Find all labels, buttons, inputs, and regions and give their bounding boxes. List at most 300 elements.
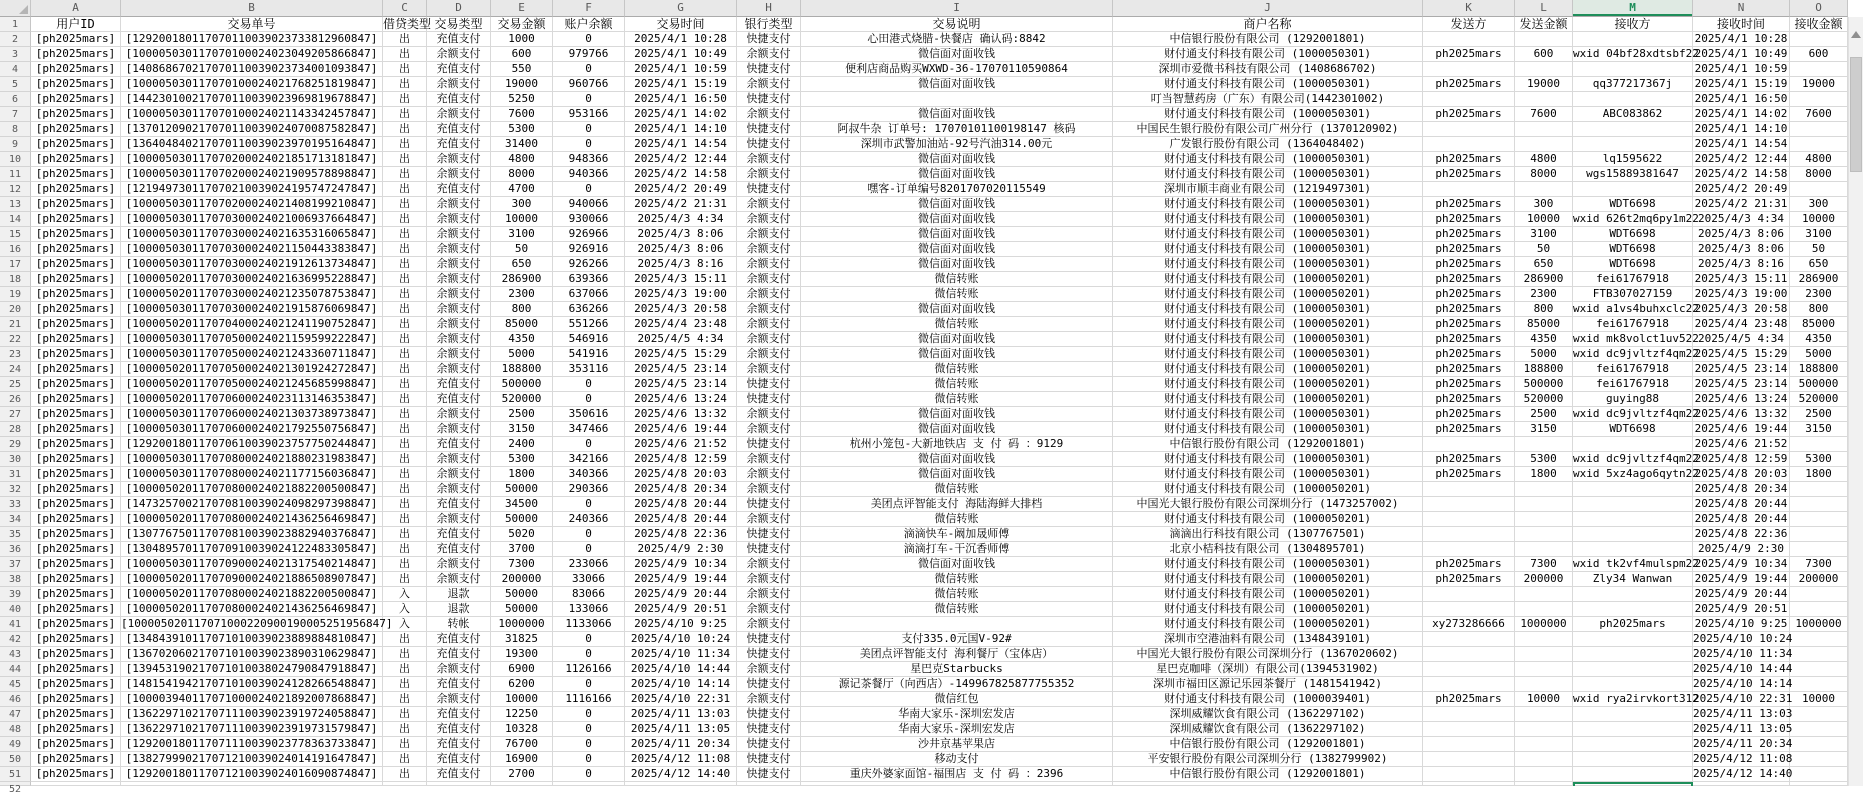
cell-C24[interactable]: 出: [383, 362, 427, 377]
cell-O1[interactable]: 接收金额: [1790, 17, 1848, 32]
row-header-11[interactable]: 11: [0, 167, 31, 182]
cell-N40[interactable]: 2025/4/9 20:51: [1693, 602, 1790, 617]
row-header-25[interactable]: 25: [0, 377, 31, 392]
cell-I9[interactable]: 深圳市武警加油站-92号汽油314.00元: [801, 137, 1113, 152]
cell-H35[interactable]: 快捷支付: [737, 527, 801, 542]
cell-B41[interactable]: [100005020117071000220900190005251956847]: [121, 617, 393, 630]
cell-J14[interactable]: 财付通支付科技有限公司 (1000050301): [1113, 212, 1423, 227]
cell-G24[interactable]: 2025/4/5 23:14: [625, 362, 737, 377]
cell-M44[interactable]: [1573, 662, 1693, 677]
cell-J37[interactable]: 财付通支付科技有限公司 (1000050301): [1113, 557, 1423, 572]
cell-J11[interactable]: 财付通支付科技有限公司 (1000050301): [1113, 167, 1423, 182]
cell-G46[interactable]: 2025/4/10 22:31: [625, 692, 737, 707]
cell-E6[interactable]: 5250: [491, 92, 553, 107]
cell-F51[interactable]: 0: [553, 767, 625, 782]
cell-N7[interactable]: 2025/4/1 14:02: [1693, 107, 1790, 122]
column-header-M[interactable]: M: [1573, 0, 1693, 17]
cell-O20[interactable]: 800: [1790, 302, 1848, 317]
cell-J47[interactable]: 深圳威耀饮食有限公司 (1362297102): [1113, 707, 1423, 722]
cell-N42[interactable]: 2025/4/10 10:24: [1693, 632, 1793, 645]
cell-O51[interactable]: [1790, 767, 1848, 782]
cell-F29[interactable]: 0: [553, 437, 625, 452]
cell-O16[interactable]: 50: [1790, 242, 1848, 257]
cell-O32[interactable]: [1790, 482, 1848, 497]
cell-E23[interactable]: 5000: [491, 347, 553, 362]
cell-A6[interactable]: [ph2025mars]: [31, 92, 121, 107]
cell-E3[interactable]: 600: [491, 47, 553, 62]
cell-M51[interactable]: [1573, 767, 1693, 782]
cell-C27[interactable]: 出: [383, 407, 427, 422]
cell-H31[interactable]: 余额支付: [737, 467, 801, 482]
cell-L21[interactable]: 85000: [1515, 317, 1573, 332]
cell-D41[interactable]: 转帐: [427, 617, 491, 632]
cell-O27[interactable]: 2500: [1790, 407, 1848, 422]
cell-A25[interactable]: [ph2025mars]: [31, 377, 121, 392]
row-header-16[interactable]: 16: [0, 242, 31, 257]
cell-N33[interactable]: 2025/4/8 20:44: [1693, 497, 1790, 512]
row-header-27[interactable]: 27: [0, 407, 31, 422]
cell-C19[interactable]: 出: [383, 287, 427, 302]
cell-E21[interactable]: 85000: [491, 317, 553, 332]
cell-J1[interactable]: 商户名称: [1113, 17, 1423, 32]
cell-J42[interactable]: 深圳市空港油料有限公司 (1348439101): [1113, 632, 1423, 647]
cell-H24[interactable]: 余额支付: [737, 362, 801, 377]
cell-L36[interactable]: [1515, 542, 1573, 557]
cell-F2[interactable]: 0: [553, 32, 625, 47]
cell-J32[interactable]: 财付通支付科技有限公司 (1000050201): [1113, 482, 1423, 497]
cell-K49[interactable]: [1423, 737, 1515, 752]
cell-H32[interactable]: 余额支付: [737, 482, 801, 497]
cell-N31[interactable]: 2025/4/8 20:03: [1693, 467, 1790, 482]
cell-B12[interactable]: [121949730117070210039024195747247847]: [121, 182, 383, 197]
cell-L18[interactable]: 286900: [1515, 272, 1573, 287]
cell-J6[interactable]: 叮当智慧药房（广东）有限公司(1442301002): [1113, 92, 1423, 107]
cell-J46[interactable]: 财付通支付科技有限公司 (1000039401): [1113, 692, 1423, 707]
cell-B45[interactable]: [148154194217071010039024128266548847]: [121, 677, 383, 692]
cell-F38[interactable]: 33066: [553, 572, 625, 587]
cell-E13[interactable]: 300: [491, 197, 553, 212]
cell-G52[interactable]: [625, 782, 737, 786]
cell-C37[interactable]: 出: [383, 557, 427, 572]
cell-G11[interactable]: 2025/4/2 14:58: [625, 167, 737, 182]
cell-J23[interactable]: 财付通支付科技有限公司 (1000050301): [1113, 347, 1423, 362]
cell-I39[interactable]: 微信转账: [801, 587, 1113, 602]
cell-O10[interactable]: 4800: [1790, 152, 1848, 167]
cell-M43[interactable]: [1573, 647, 1693, 662]
cell-O36[interactable]: [1790, 542, 1848, 557]
cell-D14[interactable]: 余额支付: [427, 212, 491, 227]
cell-E14[interactable]: 10000: [491, 212, 553, 227]
cell-J51[interactable]: 中信银行股份有限公司 (1292001801): [1113, 767, 1423, 782]
cell-D19[interactable]: 余额支付: [427, 287, 491, 302]
cell-E32[interactable]: 50000: [491, 482, 553, 497]
cell-F5[interactable]: 960766: [553, 77, 625, 92]
cell-H38[interactable]: 余额支付: [737, 572, 801, 587]
cell-D26[interactable]: 充值支付: [427, 392, 491, 407]
cell-N34[interactable]: 2025/4/8 20:44: [1693, 512, 1790, 527]
cell-F34[interactable]: 240366: [553, 512, 625, 527]
row-header-49[interactable]: 49: [0, 737, 31, 752]
cell-C11[interactable]: 出: [383, 167, 427, 182]
cell-L16[interactable]: 50: [1515, 242, 1573, 257]
cell-G19[interactable]: 2025/4/3 19:00: [625, 287, 737, 302]
cell-F4[interactable]: 0: [553, 62, 625, 77]
cell-F36[interactable]: 0: [553, 542, 625, 557]
cell-J16[interactable]: 财付通支付科技有限公司 (1000050301): [1113, 242, 1423, 257]
cell-A32[interactable]: [ph2025mars]: [31, 482, 121, 497]
cell-I12[interactable]: 嘿客-订单编号8201707020115549: [801, 182, 1113, 197]
cell-I6[interactable]: [801, 92, 1113, 107]
cell-C9[interactable]: 出: [383, 137, 427, 152]
cell-H11[interactable]: 余额支付: [737, 167, 801, 182]
scroll-up-icon[interactable]: [1851, 31, 1861, 38]
cell-D44[interactable]: 余额支付: [427, 662, 491, 677]
cell-J13[interactable]: 财付通支付科技有限公司 (1000050301): [1113, 197, 1423, 212]
row-header-24[interactable]: 24: [0, 362, 31, 377]
cell-A49[interactable]: [ph2025mars]: [31, 737, 121, 752]
cell-D40[interactable]: 退款: [427, 602, 491, 617]
cell-A50[interactable]: [ph2025mars]: [31, 752, 121, 767]
cell-I34[interactable]: 微信转账: [801, 512, 1113, 527]
cell-A22[interactable]: [ph2025mars]: [31, 332, 121, 347]
cell-C5[interactable]: 出: [383, 77, 427, 92]
cell-N27[interactable]: 2025/4/6 13:32: [1693, 407, 1790, 422]
cell-M19[interactable]: FTB307027159: [1573, 287, 1693, 302]
cell-D6[interactable]: 充值支付: [427, 92, 491, 107]
cell-A5[interactable]: [ph2025mars]: [31, 77, 121, 92]
cell-O19[interactable]: 2300: [1790, 287, 1848, 302]
cell-K40[interactable]: [1423, 602, 1515, 617]
cell-C36[interactable]: 出: [383, 542, 427, 557]
cell-G35[interactable]: 2025/4/8 22:36: [625, 527, 737, 542]
cell-N10[interactable]: 2025/4/2 12:44: [1693, 152, 1790, 167]
cell-A18[interactable]: [ph2025mars]: [31, 272, 121, 287]
row-header-36[interactable]: 36: [0, 542, 31, 557]
cell-B4[interactable]: [140868670217070110039023734001093847]: [121, 62, 383, 77]
cell-L41[interactable]: 1000000: [1515, 617, 1573, 632]
cell-M46[interactable]: wxid rya2irvkort312: [1573, 692, 1699, 705]
cell-O9[interactable]: [1790, 137, 1848, 152]
cell-K23[interactable]: ph2025mars: [1423, 347, 1515, 362]
cell-F13[interactable]: 940066: [553, 197, 625, 212]
cell-A44[interactable]: [ph2025mars]: [31, 662, 121, 677]
cell-I16[interactable]: 微信面对面收钱: [801, 242, 1113, 257]
cell-C40[interactable]: 入: [383, 602, 427, 617]
cell-K21[interactable]: ph2025mars: [1423, 317, 1515, 332]
column-header-O[interactable]: O: [1790, 0, 1848, 17]
cell-N50[interactable]: 2025/4/12 11:08: [1693, 752, 1793, 765]
cell-F16[interactable]: 926916: [553, 242, 625, 257]
cell-K16[interactable]: ph2025mars: [1423, 242, 1515, 257]
cell-F30[interactable]: 342166: [553, 452, 625, 467]
cell-C45[interactable]: 出: [383, 677, 427, 692]
cell-G4[interactable]: 2025/4/1 10:59: [625, 62, 737, 77]
cell-J48[interactable]: 深圳威耀饮食有限公司 (1362297102): [1113, 722, 1423, 737]
cell-F21[interactable]: 551266: [553, 317, 625, 332]
row-header-38[interactable]: 38: [0, 572, 31, 587]
row-header-22[interactable]: 22: [0, 332, 31, 347]
cell-A35[interactable]: [ph2025mars]: [31, 527, 121, 542]
cell-O15[interactable]: 3100: [1790, 227, 1848, 242]
cell-E47[interactable]: 12250: [491, 707, 553, 722]
cell-J26[interactable]: 财付通支付科技有限公司 (1000050201): [1113, 392, 1423, 407]
cell-F9[interactable]: 0: [553, 137, 625, 152]
cell-I49[interactable]: 沙井京基苹果店: [801, 737, 1113, 752]
column-header-E[interactable]: E: [491, 0, 553, 17]
cell-G38[interactable]: 2025/4/9 19:44: [625, 572, 737, 587]
cell-B21[interactable]: [100005020117070400024021241190752847]: [121, 317, 383, 332]
cell-F33[interactable]: 0: [553, 497, 625, 512]
cell-N14[interactable]: 2025/4/3 4:34: [1693, 212, 1790, 227]
cell-D46[interactable]: 余额支付: [427, 692, 491, 707]
cell-C50[interactable]: 出: [383, 752, 427, 767]
cell-E17[interactable]: 650: [491, 257, 553, 272]
cell-M1[interactable]: 接收方: [1573, 17, 1693, 32]
cell-O25[interactable]: 500000: [1790, 377, 1848, 392]
cell-N47[interactable]: 2025/4/11 13:03: [1693, 707, 1793, 720]
cell-N9[interactable]: 2025/4/1 14:54: [1693, 137, 1790, 152]
cell-A2[interactable]: [ph2025mars]: [31, 32, 121, 47]
cell-G22[interactable]: 2025/4/5 4:34: [625, 332, 737, 347]
cell-J45[interactable]: 深圳市福田区源记乐园茶餐厅 (1481541942): [1113, 677, 1423, 692]
cell-I43[interactable]: 美团点评智能支付 海利餐厅（宝体店）: [801, 647, 1113, 662]
cell-M49[interactable]: [1573, 737, 1693, 752]
cell-E49[interactable]: 76700: [491, 737, 553, 752]
cell-A48[interactable]: [ph2025mars]: [31, 722, 121, 737]
cell-A36[interactable]: [ph2025mars]: [31, 542, 121, 557]
cell-A51[interactable]: [ph2025mars]: [31, 767, 121, 782]
cell-A23[interactable]: [ph2025mars]: [31, 347, 121, 362]
cell-E24[interactable]: 188800: [491, 362, 553, 377]
cell-M2[interactable]: [1573, 32, 1693, 47]
cell-G15[interactable]: 2025/4/3 8:06: [625, 227, 737, 242]
cell-A40[interactable]: [ph2025mars]: [31, 602, 121, 617]
cell-F28[interactable]: 347466: [553, 422, 625, 437]
cell-I14[interactable]: 微信面对面收钱: [801, 212, 1113, 227]
cell-E51[interactable]: 2700: [491, 767, 553, 782]
cell-C15[interactable]: 出: [383, 227, 427, 242]
cell-M4[interactable]: [1573, 62, 1693, 77]
cell-O3[interactable]: 600: [1790, 47, 1848, 62]
cell-E40[interactable]: 50000: [491, 602, 553, 617]
cell-O37[interactable]: 7300: [1790, 557, 1848, 572]
cell-I42[interactable]: 支付335.0元国V-92#: [801, 632, 1113, 647]
cell-C29[interactable]: 出: [383, 437, 427, 452]
row-header-28[interactable]: 28: [0, 422, 31, 437]
cell-H22[interactable]: 余额支付: [737, 332, 801, 347]
cell-I21[interactable]: 微信转账: [801, 317, 1113, 332]
cell-D7[interactable]: 余额支付: [427, 107, 491, 122]
cell-J52[interactable]: [1113, 782, 1423, 786]
cell-G41[interactable]: 2025/4/10 9:25: [625, 617, 737, 632]
cell-B19[interactable]: [100005020117070300024021235078753847]: [121, 287, 383, 302]
cell-E25[interactable]: 500000: [491, 377, 553, 392]
cell-G16[interactable]: 2025/4/3 8:06: [625, 242, 737, 257]
cell-J5[interactable]: 财付通支付科技有限公司 (1000050301): [1113, 77, 1423, 92]
cell-C33[interactable]: 出: [383, 497, 427, 512]
cell-N44[interactable]: 2025/4/10 14:44: [1693, 662, 1793, 675]
cell-D1[interactable]: 交易类型: [427, 17, 491, 32]
cell-I32[interactable]: 微信转账: [801, 482, 1113, 497]
cell-I11[interactable]: 微信面对面收钱: [801, 167, 1113, 182]
cell-E28[interactable]: 3150: [491, 422, 553, 437]
cell-F45[interactable]: 0: [553, 677, 625, 692]
cell-L9[interactable]: [1515, 137, 1573, 152]
cell-K52[interactable]: [1423, 782, 1515, 786]
cell-D10[interactable]: 余额支付: [427, 152, 491, 167]
cell-G1[interactable]: 交易时间: [625, 17, 737, 32]
cell-N43[interactable]: 2025/4/10 11:34: [1693, 647, 1793, 660]
cell-N41[interactable]: 2025/4/10 9:25: [1693, 617, 1790, 632]
vertical-scrollbar[interactable]: [1848, 17, 1863, 786]
cell-N36[interactable]: 2025/4/9 2:30: [1693, 542, 1790, 557]
cell-C14[interactable]: 出: [383, 212, 427, 227]
cell-J18[interactable]: 财付通支付科技有限公司 (1000050201): [1113, 272, 1423, 287]
cell-I25[interactable]: 微信转账: [801, 377, 1113, 392]
cell-O8[interactable]: [1790, 122, 1848, 137]
cell-I36[interactable]: 滴滴打车-干沉香师傅: [801, 542, 1113, 557]
cell-H8[interactable]: 快捷支付: [737, 122, 801, 137]
cell-M11[interactable]: wgs15889381647: [1573, 167, 1693, 182]
cell-G5[interactable]: 2025/4/1 15:19: [625, 77, 737, 92]
cell-H41[interactable]: 余额支付: [737, 617, 801, 632]
cell-B39[interactable]: [100005020117070800024021882200500847]: [121, 587, 383, 602]
cell-M14[interactable]: wxid 626t2mq6py1m22: [1573, 212, 1699, 225]
cell-C6[interactable]: 出: [383, 92, 427, 107]
cell-B13[interactable]: [100005030117070200024021408199210847]: [121, 197, 383, 212]
cell-G6[interactable]: 2025/4/1 16:50: [625, 92, 737, 107]
cell-L35[interactable]: [1515, 527, 1573, 542]
cell-F49[interactable]: 0: [553, 737, 625, 752]
cell-H47[interactable]: 快捷支付: [737, 707, 801, 722]
cell-O42[interactable]: [1790, 632, 1848, 647]
cell-C10[interactable]: 出: [383, 152, 427, 167]
cell-D17[interactable]: 余额支付: [427, 257, 491, 272]
cell-B17[interactable]: [100005030117070300024021912613734847]: [121, 257, 383, 272]
cell-B35[interactable]: [130776750117070810039023882940376847]: [121, 527, 383, 542]
cell-J41[interactable]: 财付通支付科技有限公司 (1000050201): [1113, 617, 1423, 632]
cell-O21[interactable]: 85000: [1790, 317, 1848, 332]
cell-O47[interactable]: [1790, 707, 1848, 722]
cell-D51[interactable]: 充值支付: [427, 767, 491, 782]
cell-F35[interactable]: 0: [553, 527, 625, 542]
cell-O28[interactable]: 3150: [1790, 422, 1848, 437]
cell-B1[interactable]: 交易单号: [121, 17, 383, 32]
cell-K43[interactable]: [1423, 647, 1515, 662]
cell-N16[interactable]: 2025/4/3 8:06: [1693, 242, 1790, 257]
cell-N52[interactable]: [1693, 782, 1790, 786]
cell-D32[interactable]: 余额支付: [427, 482, 491, 497]
cell-N3[interactable]: 2025/4/1 10:49: [1693, 47, 1790, 62]
cell-L19[interactable]: 2300: [1515, 287, 1573, 302]
cell-N23[interactable]: 2025/4/5 15:29: [1693, 347, 1790, 362]
cell-E33[interactable]: 34500: [491, 497, 553, 512]
cell-C30[interactable]: 出: [383, 452, 427, 467]
cell-N49[interactable]: 2025/4/11 20:34: [1693, 737, 1793, 750]
cell-B6[interactable]: [144230100217070110039023969819678847]: [121, 92, 383, 107]
cell-J12[interactable]: 深圳市顺丰商业有限公司 (1219497301): [1113, 182, 1423, 197]
cell-B2[interactable]: [129200180117070110039023733812960847]: [121, 32, 383, 47]
cell-J27[interactable]: 财付通支付科技有限公司 (1000050301): [1113, 407, 1423, 422]
cell-F17[interactable]: 926266: [553, 257, 625, 272]
row-header-1[interactable]: 1: [0, 17, 31, 32]
cell-L43[interactable]: [1515, 647, 1573, 662]
cell-D8[interactable]: 充值支付: [427, 122, 491, 137]
cell-A45[interactable]: [ph2025mars]: [31, 677, 121, 692]
cell-L39[interactable]: [1515, 587, 1573, 602]
cell-B40[interactable]: [100005020117070800024021436256469847]: [121, 602, 383, 617]
cell-M10[interactable]: lq1595622: [1573, 152, 1693, 167]
cell-K25[interactable]: ph2025mars: [1423, 377, 1515, 392]
cell-I44[interactable]: 星巴克Starbucks: [801, 662, 1113, 677]
cell-G49[interactable]: 2025/4/11 20:34: [625, 737, 737, 752]
cell-K35[interactable]: [1423, 527, 1515, 542]
cell-H28[interactable]: 余额支付: [737, 422, 801, 437]
cell-E16[interactable]: 50: [491, 242, 553, 257]
cell-M20[interactable]: wxid a1vs4buhxclc22: [1573, 302, 1699, 315]
cell-N21[interactable]: 2025/4/4 23:48: [1693, 317, 1790, 332]
cell-J35[interactable]: 滴滴出行科技有限公司 (1307767501): [1113, 527, 1423, 542]
cell-J49[interactable]: 中信银行股份有限公司 (1292001801): [1113, 737, 1423, 752]
cell-D39[interactable]: 退款: [427, 587, 491, 602]
cell-K47[interactable]: [1423, 707, 1515, 722]
row-header-31[interactable]: 31: [0, 467, 31, 482]
cell-K11[interactable]: ph2025mars: [1423, 167, 1515, 182]
cell-G39[interactable]: 2025/4/9 20:44: [625, 587, 737, 602]
cell-D21[interactable]: 余额支付: [427, 317, 491, 332]
cell-B20[interactable]: [100005030117070300024021915876069847]: [121, 302, 383, 317]
cell-K51[interactable]: [1423, 767, 1515, 782]
cell-N20[interactable]: 2025/4/3 20:58: [1693, 302, 1790, 317]
cell-E36[interactable]: 3700: [491, 542, 553, 557]
row-header-39[interactable]: 39: [0, 587, 31, 602]
cell-L2[interactable]: [1515, 32, 1573, 47]
cell-B24[interactable]: [100005020117070500024021301924272847]: [121, 362, 383, 377]
cell-M3[interactable]: wxid 04bf28xdtsbf22: [1573, 47, 1699, 60]
cell-M6[interactable]: [1573, 92, 1693, 107]
cell-C21[interactable]: 出: [383, 317, 427, 332]
cell-G31[interactable]: 2025/4/8 20:03: [625, 467, 737, 482]
cell-H48[interactable]: 快捷支付: [737, 722, 801, 737]
cell-O13[interactable]: 300: [1790, 197, 1848, 212]
cell-B32[interactable]: [100005020117070800024021882200500847]: [121, 482, 383, 497]
cell-L38[interactable]: 200000: [1515, 572, 1573, 587]
cell-O2[interactable]: [1790, 32, 1848, 47]
cell-G29[interactable]: 2025/4/6 21:52: [625, 437, 737, 452]
cell-C42[interactable]: 出: [383, 632, 427, 647]
row-header-40[interactable]: 40: [0, 602, 31, 617]
cell-B42[interactable]: [134843910117071010039023889884810847]: [121, 632, 383, 647]
cell-C49[interactable]: 出: [383, 737, 427, 752]
cell-H21[interactable]: 余额支付: [737, 317, 801, 332]
cell-G30[interactable]: 2025/4/8 12:59: [625, 452, 737, 467]
cell-L17[interactable]: 650: [1515, 257, 1573, 272]
cell-D31[interactable]: 余额支付: [427, 467, 491, 482]
cell-K44[interactable]: [1423, 662, 1515, 677]
cell-J24[interactable]: 财付通支付科技有限公司 (1000050201): [1113, 362, 1423, 377]
cell-A46[interactable]: [ph2025mars]: [31, 692, 121, 707]
cell-K41[interactable]: xy273286666: [1423, 617, 1515, 632]
cell-I3[interactable]: 微信面对面收钱: [801, 47, 1113, 62]
cell-D48[interactable]: 充值支付: [427, 722, 491, 737]
cell-F8[interactable]: 0: [553, 122, 625, 137]
cell-D13[interactable]: 余额支付: [427, 197, 491, 212]
cell-K19[interactable]: ph2025mars: [1423, 287, 1515, 302]
cell-H23[interactable]: 余额支付: [737, 347, 801, 362]
cell-J9[interactable]: 广发银行股份有限公司 (1364048402): [1113, 137, 1423, 152]
cell-K45[interactable]: [1423, 677, 1515, 692]
cell-L28[interactable]: 3150: [1515, 422, 1573, 437]
